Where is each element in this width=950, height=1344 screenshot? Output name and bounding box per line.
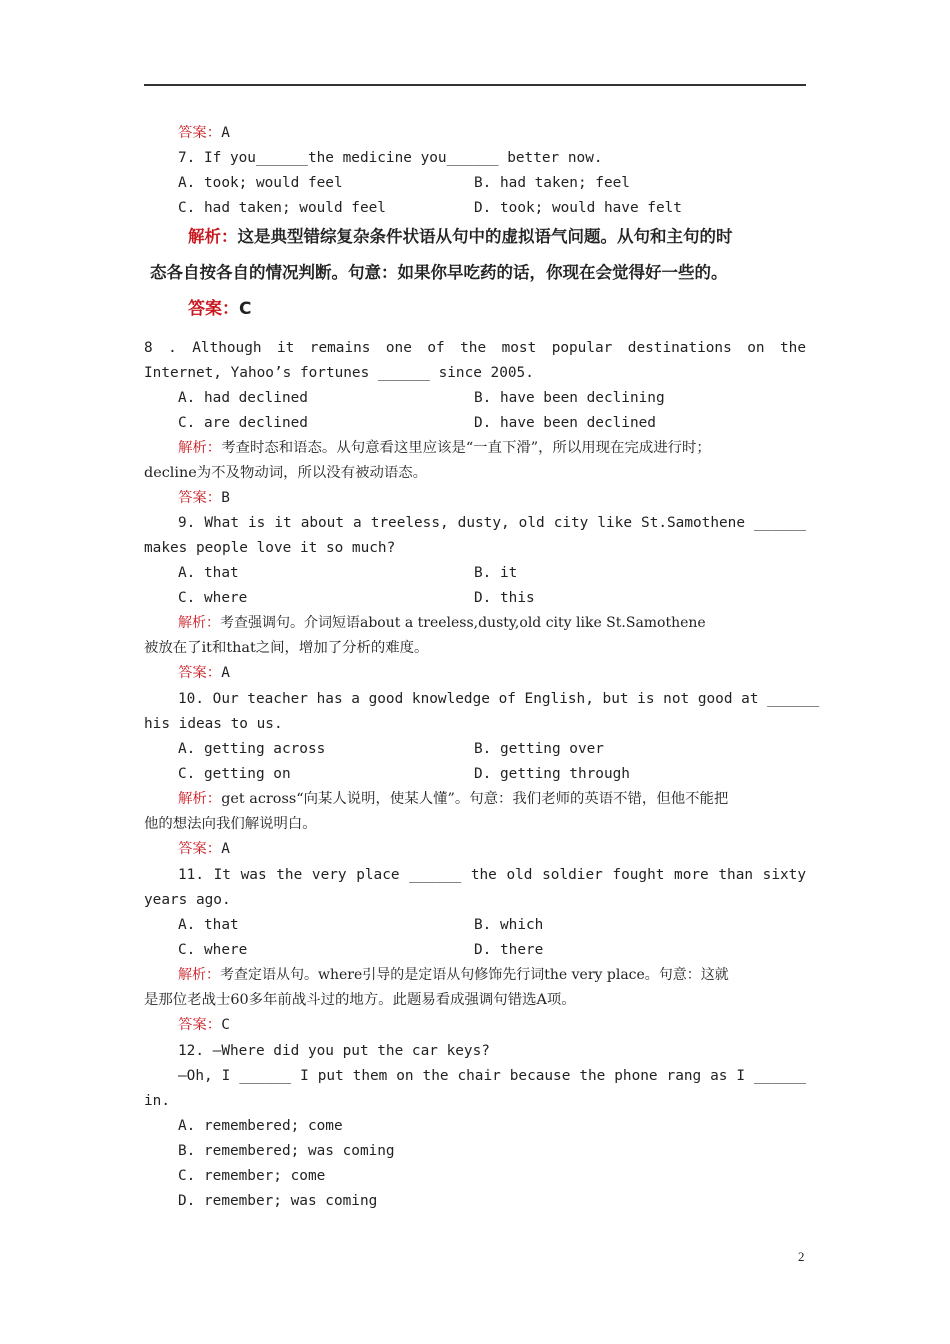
q8-stem-line2: Internet, Yahoo’s fortunes ______ since 2005. [144, 365, 534, 381]
q12-option-d: D. remember; was coming [178, 1193, 378, 1209]
q9-stem-line2: makes people love it so much? [144, 540, 396, 556]
q7-analysis-line2: 态各自按各自的情况判断。句意：如果你早吃药的话，你现在会觉得好一些的。 [150, 263, 728, 282]
q8-analysis-line2: decline为不及物动词，所以没有被动语态。 [144, 465, 428, 481]
q12-option-c: C. remember; come [178, 1168, 326, 1184]
q10-stem-line1: 10. Our teacher has a good knowledge of English, but is not good at ______ [178, 691, 820, 707]
q11-analysis-line1: 解析：考查定语从句。where引导的是定语从句修饰先行词the very place。句意：这就 [178, 967, 729, 983]
q12-stem-line3: in. [144, 1093, 170, 1109]
q7-option-a: A. took; would feel [178, 175, 343, 191]
q7-stem: 7. If you______the medicine you______ better now. [178, 150, 603, 166]
q9-option-b: B. it [474, 565, 518, 581]
q8-analysis-line1: 解析：考查时态和语态。从句意看这里应该是“一直下滑”，所以用现在完成进行时； [178, 440, 711, 456]
q8-answer: 答案：B [178, 490, 230, 506]
q8-option-b: B. have been declining [474, 390, 665, 406]
q9-option-a: A. that [178, 565, 239, 581]
q10-option-b: B. getting over [474, 741, 604, 757]
q12-option-a: A. remembered; come [178, 1118, 343, 1134]
q11-stem-line1: 11. It was the very place ______ the old soldier fought more than sixty [178, 867, 806, 883]
q9-option-d: D. this [474, 590, 535, 606]
q10-option-d: D. getting through [474, 766, 630, 782]
q10-analysis-line2: 他的想法向我们解说明白。 [144, 816, 317, 832]
q7-option-b: B. had taken; feel [474, 175, 630, 191]
q8-option-c: C. are declined [178, 415, 308, 431]
q10-answer: 答案：A [178, 841, 230, 857]
q12-stem-line1: 12. —Where did you put the car keys? [178, 1043, 490, 1059]
q6-answer: 答案：A [178, 125, 230, 141]
q11-analysis-line2: 是那位老战士60多年前战斗过的地方。此题易看成强调句错选A项。 [144, 992, 576, 1008]
q12-option-b: B. remembered; was coming [178, 1143, 395, 1159]
q10-option-c: C. getting on [178, 766, 291, 782]
q9-analysis-line1: 解析：考查强调句。介词短语about a treeless,dusty,old city like St.Samothene [178, 615, 706, 631]
q10-stem-line2: his ideas to us. [144, 716, 283, 732]
q11-answer: 答案：C [178, 1017, 230, 1033]
q7-option-d: D. took; would have felt [474, 200, 682, 216]
q8-option-d: D. have been declined [474, 415, 656, 431]
q9-analysis-line2: 被放在了it和that之间，增加了分析的难度。 [144, 640, 429, 656]
q10-analysis-line1: 解析：get across“向某人说明，使某人懂”。句意：我们老师的英语不错，但他不能把 [178, 791, 729, 807]
q8-stem-line1: 8 . Although it remains one of the most popular destinations on the [144, 340, 806, 356]
q9-answer: 答案：A [178, 665, 230, 681]
page-number: 2 [798, 1249, 805, 1264]
q11-option-a: A. that [178, 917, 239, 933]
q7-analysis-line1: 解析：这是典型错综复杂条件状语从句中的虚拟语气问题。从句和主句的时 [188, 227, 733, 246]
q12-stem-line2: —Oh, I ______ I put them on the chair because the phone rang as I ______ [178, 1068, 806, 1084]
q7-answer: 答案：C [188, 299, 252, 319]
q9-stem-line1: 9. What is it about a treeless, dusty, old city like St.Samothene ______ [178, 515, 806, 531]
q7-option-c: C. had taken; would feel [178, 200, 386, 216]
q9-option-c: C. where [178, 590, 248, 606]
q11-option-b: B. which [474, 917, 544, 933]
q11-stem-line2: years ago. [144, 892, 231, 908]
q10-option-a: A. getting across [178, 741, 326, 757]
header-rule [144, 84, 806, 86]
q11-option-d: D. there [474, 942, 544, 958]
q11-option-c: C. where [178, 942, 248, 958]
q8-option-a: A. had declined [178, 390, 308, 406]
